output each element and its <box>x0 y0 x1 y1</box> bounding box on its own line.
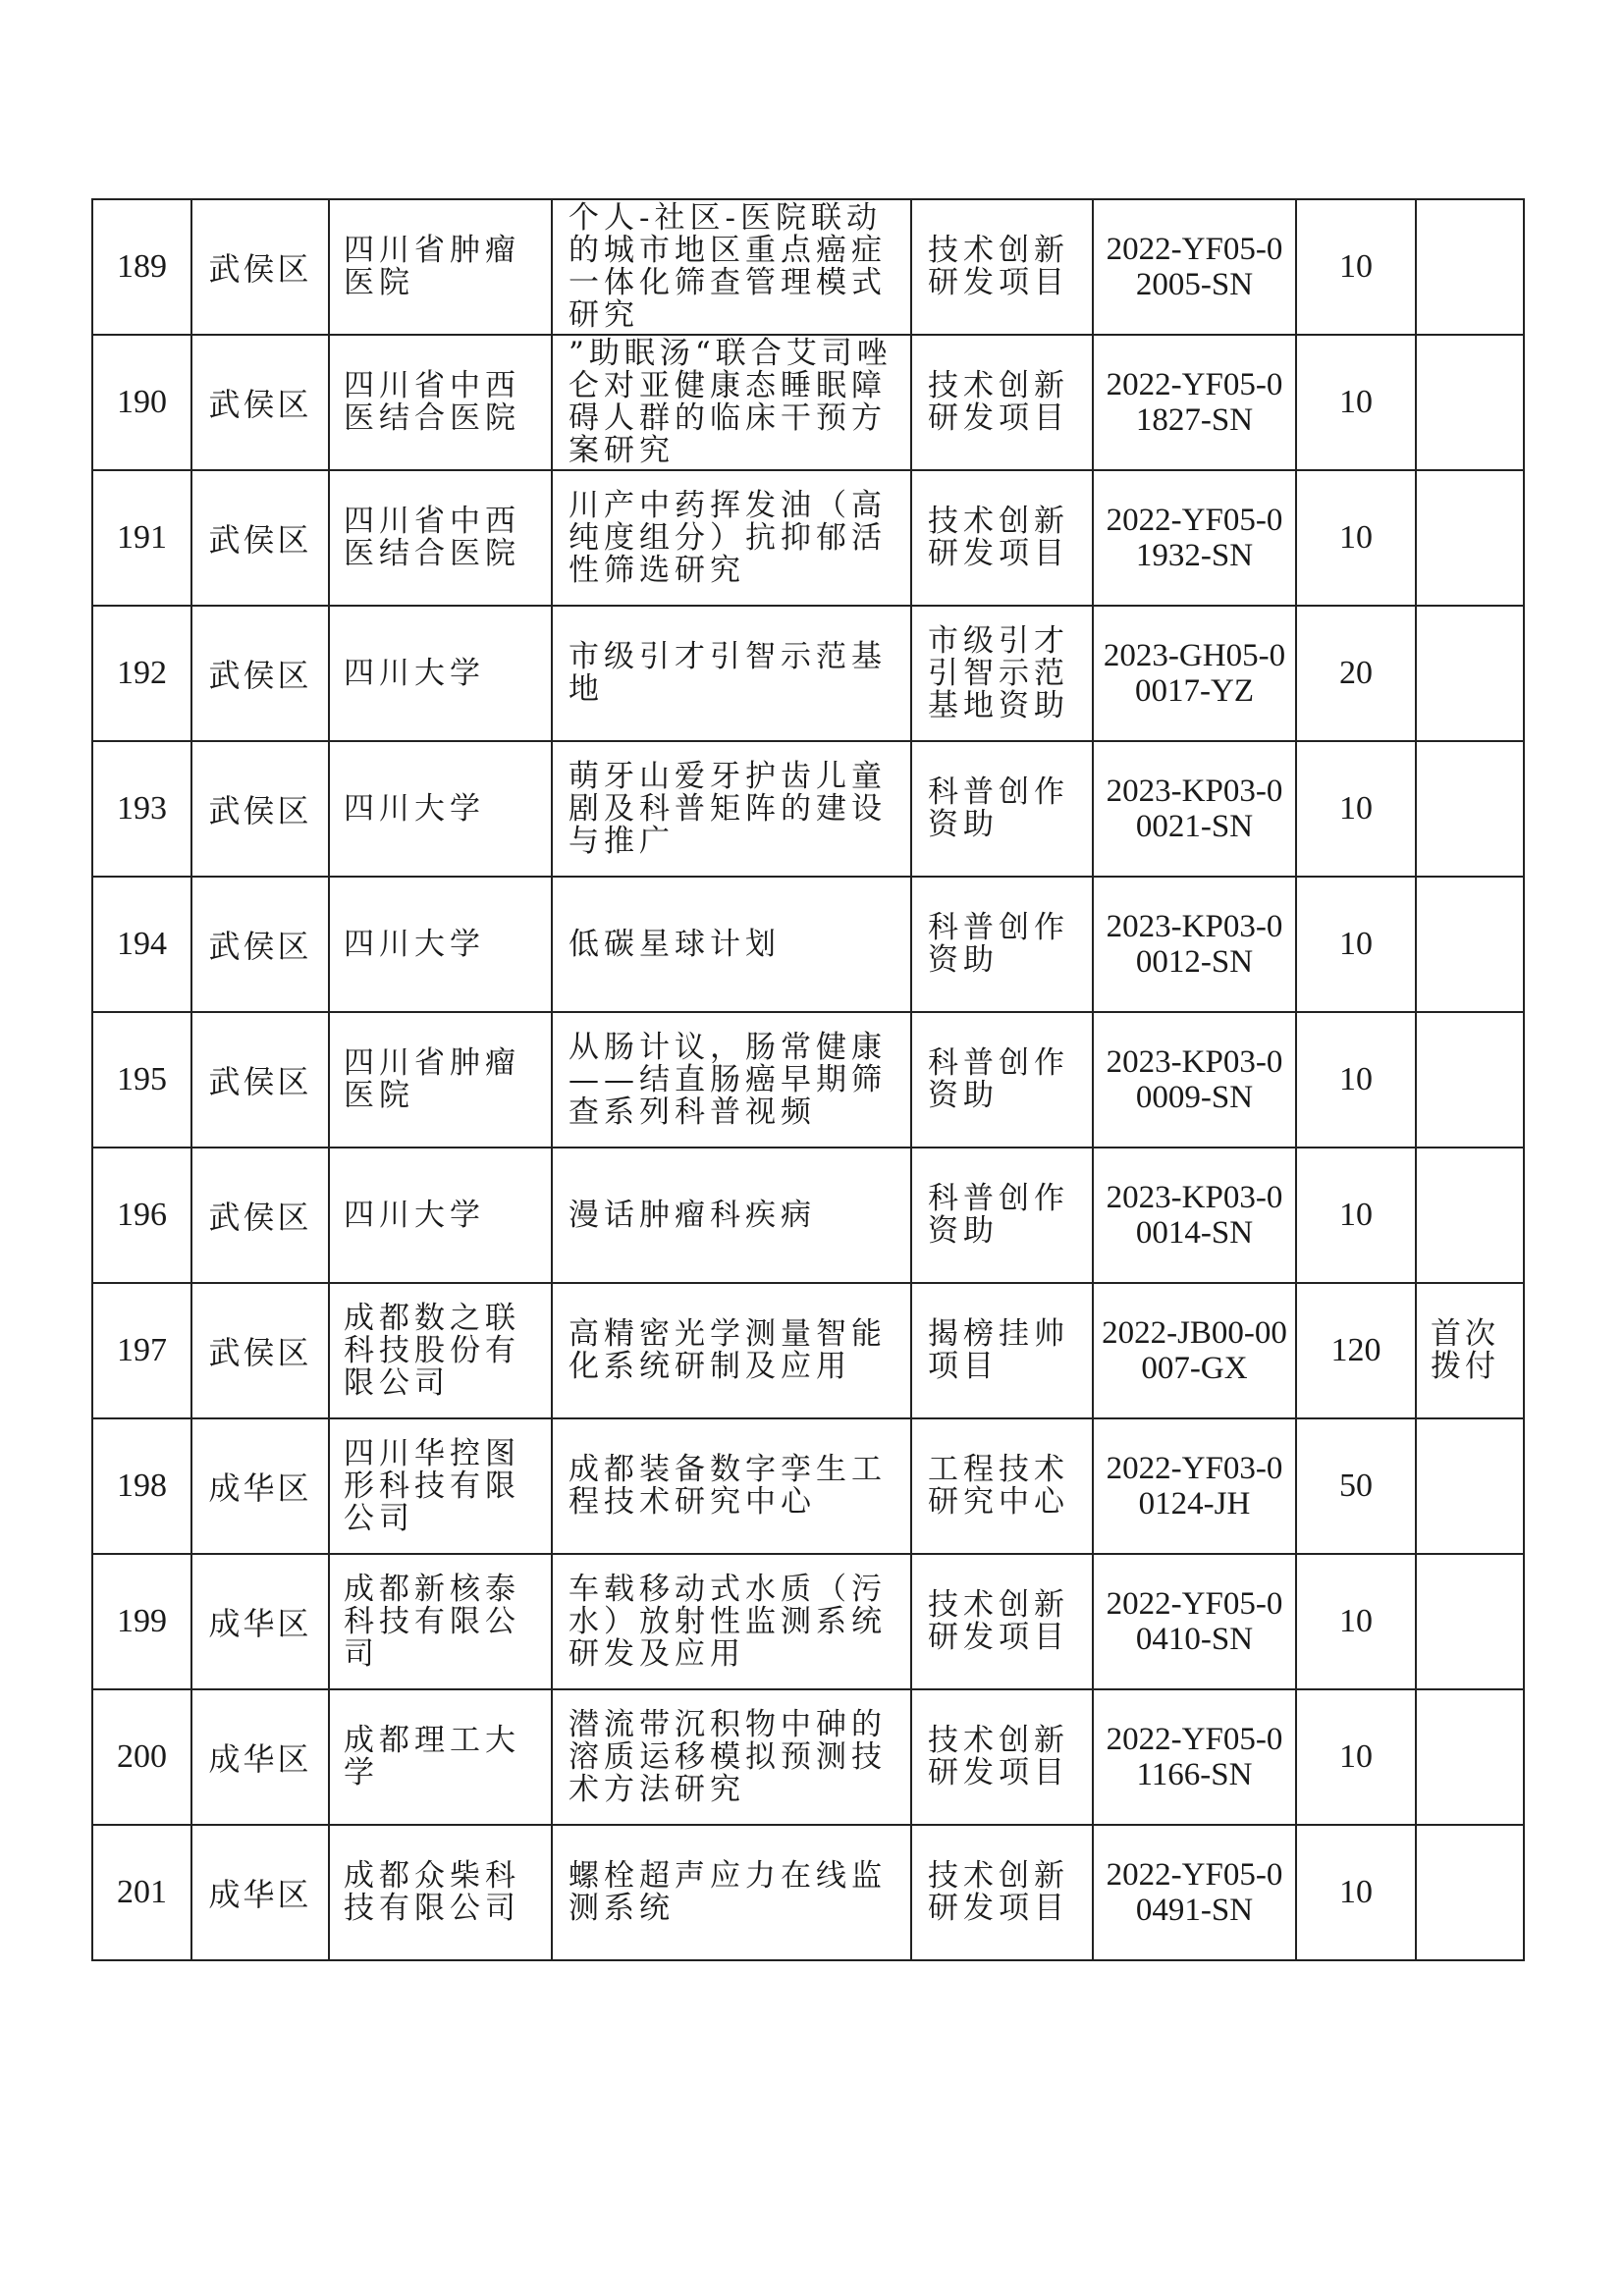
unit-cell: 四川大学 <box>329 741 552 877</box>
note-cell <box>1416 470 1524 606</box>
project-type-cell: 技术创新研发项目 <box>911 1689 1093 1825</box>
project-name-cell: 川产中药挥发油（高纯度组分）抗抑郁活性筛选研究 <box>552 470 911 606</box>
table-row <box>92 1689 1524 1825</box>
project-type-cell: 科普创作资助 <box>911 877 1093 1012</box>
project-name-cell: 漫话肿瘤科疾病 <box>552 1148 911 1283</box>
district-cell: 武侯区 <box>191 335 329 470</box>
district-cell: 武侯区 <box>191 470 329 606</box>
unit-cell: 成都理工大学 <box>329 1689 552 1825</box>
project-code-cell: 2023-KP03-00014-SN <box>1093 1148 1296 1283</box>
project-code-cell: 2022-YF03-00124-JH <box>1093 1418 1296 1554</box>
project-name-cell: 萌牙山爱牙护齿儿童剧及科普矩阵的建设与推广 <box>552 741 911 877</box>
row-number: 201 <box>92 1825 191 1960</box>
district-cell: 成华区 <box>191 1418 329 1554</box>
table-row <box>92 335 1524 470</box>
project-type-cell: 市级引才引智示范基地资助 <box>911 606 1093 741</box>
district-cell: 成华区 <box>191 1554 329 1689</box>
table-row <box>92 199 1524 335</box>
district-cell: 武侯区 <box>191 1283 329 1418</box>
row-number: 191 <box>92 470 191 606</box>
row-number: 189 <box>92 199 191 335</box>
amount-cell: 10 <box>1296 1689 1416 1825</box>
project-code-cell: 2022-JB00-00007-GX <box>1093 1283 1296 1418</box>
row-number: 192 <box>92 606 191 741</box>
note-cell <box>1416 606 1524 741</box>
table-row <box>92 741 1524 877</box>
project-code-cell: 2023-KP03-00009-SN <box>1093 1012 1296 1148</box>
unit-cell: 四川省肿瘤医院 <box>329 199 552 335</box>
amount-cell: 10 <box>1296 335 1416 470</box>
project-code-cell: 2022-YF05-01827-SN <box>1093 335 1296 470</box>
table-row <box>92 1012 1524 1148</box>
table-row <box>92 1148 1524 1283</box>
table-row <box>92 877 1524 1012</box>
table-row <box>92 1554 1524 1689</box>
district-cell: 武侯区 <box>191 1012 329 1148</box>
unit-cell: 成都数之联科技股份有限公司 <box>329 1283 552 1418</box>
unit-cell: 成都新核泰科技有限公司 <box>329 1554 552 1689</box>
table-row <box>92 606 1524 741</box>
project-name-cell: 从肠计议，肠常健康——结直肠癌早期筛查系列科普视频 <box>552 1012 911 1148</box>
row-number: 197 <box>92 1283 191 1418</box>
unit-cell: 四川省中西医结合医院 <box>329 470 552 606</box>
funding-table <box>91 198 1525 1961</box>
district-cell: 成华区 <box>191 1689 329 1825</box>
note-cell <box>1416 335 1524 470</box>
note-cell <box>1416 1554 1524 1689</box>
project-type-cell: 技术创新研发项目 <box>911 1554 1093 1689</box>
table-body <box>92 199 1524 1960</box>
project-code-cell: 2023-KP03-00012-SN <box>1093 877 1296 1012</box>
project-name-cell: 低碳星球计划 <box>552 877 911 1012</box>
project-name-cell: 高精密光学测量智能化系统研制及应用 <box>552 1283 911 1418</box>
amount-cell: 10 <box>1296 1012 1416 1148</box>
project-name-cell: 个人-社区-医院联动的城市地区重点癌症一体化筛查管理模式研究 <box>552 199 911 335</box>
project-name-cell: ”助眠汤“联合艾司唑仑对亚健康态睡眠障碍人群的临床干预方案研究 <box>552 335 911 470</box>
project-code-cell: 2022-YF05-02005-SN <box>1093 199 1296 335</box>
project-code-cell: 2022-YF05-01166-SN <box>1093 1689 1296 1825</box>
table-row <box>92 1825 1524 1960</box>
unit-cell: 四川省中西医结合医院 <box>329 335 552 470</box>
row-number: 190 <box>92 335 191 470</box>
district-cell: 成华区 <box>191 1825 329 1960</box>
project-code-cell: 2023-GH05-00017-YZ <box>1093 606 1296 741</box>
amount-cell: 10 <box>1296 877 1416 1012</box>
project-type-cell: 技术创新研发项目 <box>911 199 1093 335</box>
project-type-cell: 科普创作资助 <box>911 1012 1093 1148</box>
project-name-cell: 市级引才引智示范基地 <box>552 606 911 741</box>
amount-cell: 10 <box>1296 1825 1416 1960</box>
project-type-cell: 技术创新研发项目 <box>911 335 1093 470</box>
unit-cell: 四川大学 <box>329 1148 552 1283</box>
note-cell <box>1416 1148 1524 1283</box>
unit-cell: 四川华控图形科技有限公司 <box>329 1418 552 1554</box>
district-cell: 武侯区 <box>191 741 329 877</box>
note-cell: 首次拨付 <box>1416 1283 1524 1418</box>
amount-cell: 120 <box>1296 1283 1416 1418</box>
row-number: 198 <box>92 1418 191 1554</box>
row-number: 196 <box>92 1148 191 1283</box>
project-name-cell: 螺栓超声应力在线监测系统 <box>552 1825 911 1960</box>
row-number: 195 <box>92 1012 191 1148</box>
district-cell: 武侯区 <box>191 877 329 1012</box>
project-code-cell: 2022-YF05-01932-SN <box>1093 470 1296 606</box>
district-cell: 武侯区 <box>191 1148 329 1283</box>
note-cell <box>1416 741 1524 877</box>
row-number: 193 <box>92 741 191 877</box>
amount-cell: 10 <box>1296 199 1416 335</box>
unit-cell: 四川省肿瘤医院 <box>329 1012 552 1148</box>
table-row <box>92 470 1524 606</box>
table-row <box>92 1283 1524 1418</box>
project-code-cell: 2022-YF05-00410-SN <box>1093 1554 1296 1689</box>
project-type-cell: 技术创新研发项目 <box>911 470 1093 606</box>
note-cell <box>1416 1418 1524 1554</box>
note-cell <box>1416 1012 1524 1148</box>
project-name-cell: 成都装备数字孪生工程技术研究中心 <box>552 1418 911 1554</box>
project-code-cell: 2022-YF05-00491-SN <box>1093 1825 1296 1960</box>
table-row <box>92 1418 1524 1554</box>
note-cell <box>1416 1689 1524 1825</box>
amount-cell: 10 <box>1296 1554 1416 1689</box>
project-type-cell: 技术创新研发项目 <box>911 1825 1093 1960</box>
row-number: 199 <box>92 1554 191 1689</box>
project-name-cell: 潜流带沉积物中砷的溶质运移模拟预测技术方法研究 <box>552 1689 911 1825</box>
amount-cell: 10 <box>1296 470 1416 606</box>
project-type-cell: 揭榜挂帅项目 <box>911 1283 1093 1418</box>
unit-cell: 四川大学 <box>329 877 552 1012</box>
unit-cell: 四川大学 <box>329 606 552 741</box>
row-number: 200 <box>92 1689 191 1825</box>
amount-cell: 50 <box>1296 1418 1416 1554</box>
project-type-cell: 工程技术研究中心 <box>911 1418 1093 1554</box>
project-type-cell: 科普创作资助 <box>911 1148 1093 1283</box>
amount-cell: 10 <box>1296 741 1416 877</box>
note-cell <box>1416 1825 1524 1960</box>
district-cell: 武侯区 <box>191 199 329 335</box>
project-type-cell: 科普创作资助 <box>911 741 1093 877</box>
project-code-cell: 2023-KP03-00021-SN <box>1093 741 1296 877</box>
note-cell <box>1416 199 1524 335</box>
amount-cell: 20 <box>1296 606 1416 741</box>
unit-cell: 成都众柴科技有限公司 <box>329 1825 552 1960</box>
note-cell <box>1416 877 1524 1012</box>
district-cell: 武侯区 <box>191 606 329 741</box>
amount-cell: 10 <box>1296 1148 1416 1283</box>
row-number: 194 <box>92 877 191 1012</box>
project-name-cell: 车载移动式水质（污水）放射性监测系统研发及应用 <box>552 1554 911 1689</box>
